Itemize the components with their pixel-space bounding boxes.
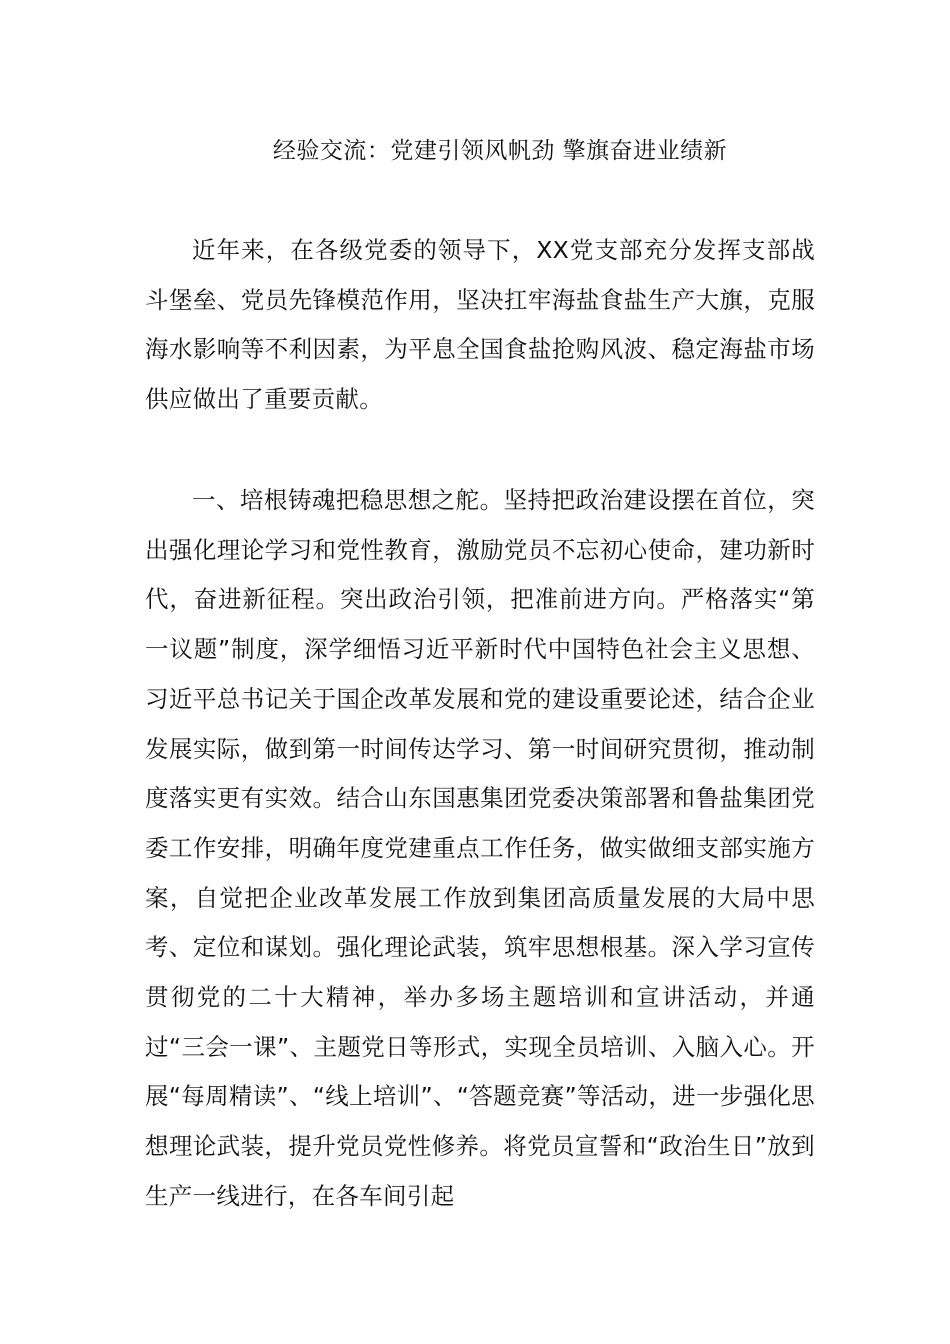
paragraph-intro: 近年来，在各级党委的领导下，XX党支部充分发挥支部战斗堡垒、党员先锋模范作用，坚决扛牢海盐食盐生产大旗，克服海水影响等不利因素，为平息全国食盐抢购风波、稳定海盐市场供应做出了重要贡献。 [145,236,815,414]
paragraph-section-one: 一、培根铸魂把稳思想之舵。坚持把政治建设摆在首位，突出强化理论学习和党性教育，激励党员不忘初心使命，建功新时代，奋进新征程。突出政治引领，把准前进方向。严格落实“第一议题”制度，深学细悟习近平新时代中国特色社会主义思想、习近平总书记关于国企改革发展和党的建设重要论述，结合企业发展实际，做到第一时间传达学习、第一时间研究贯彻，推动制度落实更有实效。结合山东国惠集团党委决策部署和鲁盐集团党委工作安排，明确年度党建重点工作任务，做实做细支部实施方案，自觉把企业改革发展工作放到集团高质量发展的大局中思考、定位和谋划。强化理论武装，筑牢思想根基。深入学习宣传贯彻党的二十大精神，举办多场主题培训和宣讲活动，并通过“三会一课”、主题党日等形式，实现全员培训、入脑入心。开展“每周精读”、“线上培训”、“答题竞赛”等活动，进一步强化思想理论武装，提升党员党性修养。将党员宣誓和“政治生日”放到生产一线进行，在各车间引起 [145,486,815,1210]
document-title: 经验交流：党建引领风帆劲 擎旗奋进业绩新 [272,138,728,164]
